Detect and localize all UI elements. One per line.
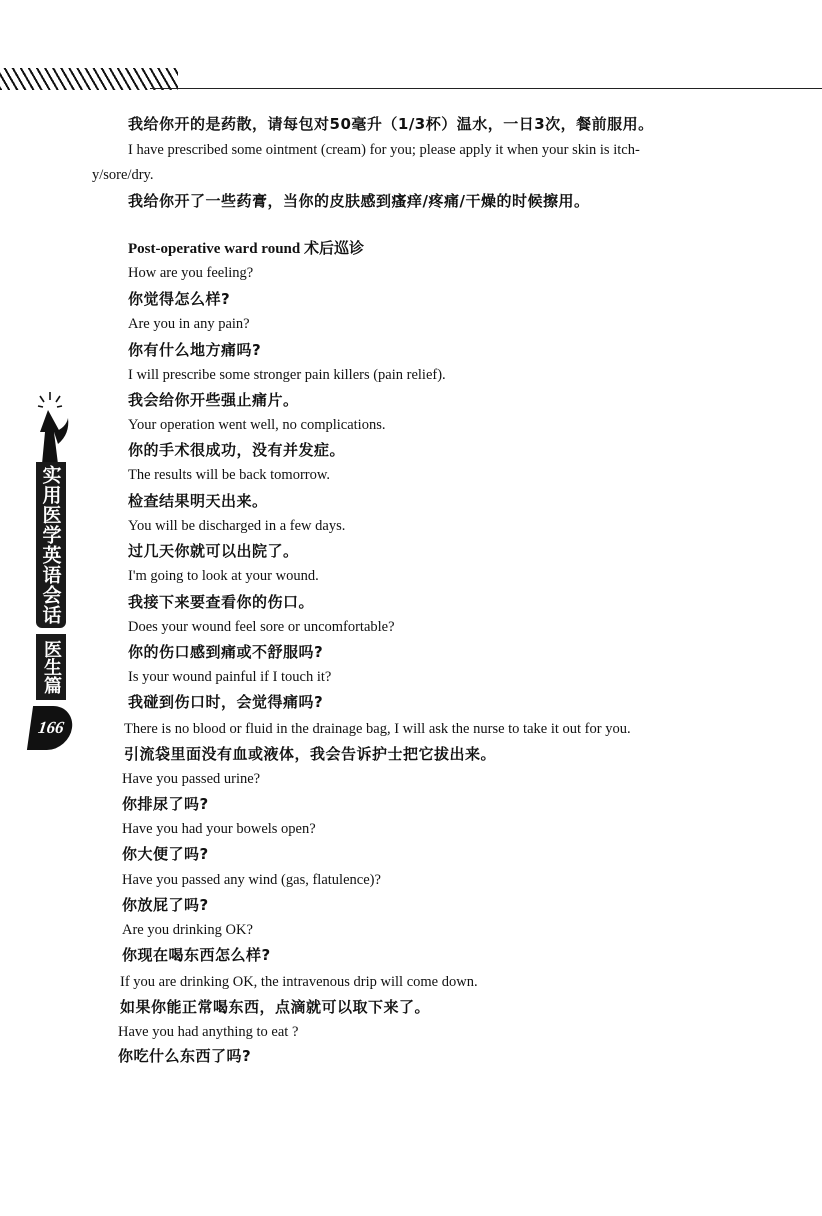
text-line: 引流袋里面没有血或液体，我会告诉护士把它拔出来。 bbox=[124, 745, 497, 763]
text-line: If you are drinking OK, the intravenous drip will come down. bbox=[120, 974, 478, 990]
text-line: Are you in any pain? bbox=[128, 316, 250, 332]
text-line: The results will be back tomorrow. bbox=[128, 467, 331, 483]
side-tab bbox=[28, 388, 74, 788]
text-line: 你吃什么东西了吗? bbox=[118, 1047, 252, 1065]
text-line: 你大便了吗? bbox=[122, 845, 209, 863]
section-title-zh: 术后巡诊 bbox=[303, 239, 364, 257]
text-line: 如果你能正常喝东西，点滴就可以取下来了。 bbox=[120, 998, 431, 1016]
text-line: I will prescribe some stronger pain killers (pain relief). bbox=[128, 367, 446, 383]
text-line: 我给你开了一些药膏，当你的皮肤感到瘙痒/疼痛/干燥的时候擦用。 bbox=[128, 192, 590, 210]
text-line: 我碰到伤口时，会觉得痛吗? bbox=[128, 693, 324, 711]
page-number: 166 bbox=[27, 706, 75, 750]
text-line: 检查结果明天出来。 bbox=[128, 492, 268, 510]
text-line: Are you drinking OK? bbox=[122, 922, 253, 938]
sparkle-arrow-icon bbox=[28, 388, 74, 464]
text-line: 过几天你就可以出院了。 bbox=[128, 542, 299, 560]
text-line: 你有什么地方痛吗? bbox=[128, 341, 262, 359]
text-line: 你排尿了吗? bbox=[122, 795, 209, 813]
text-line: y/sore/dry. bbox=[92, 167, 154, 183]
text-line: Have you had anything to eat ? bbox=[118, 1024, 299, 1040]
volume-label: 医生篇 bbox=[36, 634, 66, 700]
text-line: Your operation went well, no complications. bbox=[128, 417, 386, 433]
text-line: Have you passed any wind (gas, flatulence)? bbox=[122, 872, 381, 888]
text-line: 你现在喝东西怎么样? bbox=[122, 946, 271, 964]
text-line: Have you had your bowels open? bbox=[122, 821, 316, 837]
text-line: Does your wound feel sore or uncomfortable? bbox=[128, 619, 395, 635]
header-rule bbox=[150, 88, 822, 89]
text-line: 我给你开的是药散，请每包对50毫升（1/3杯）温水，一日3次，餐前服用。 bbox=[128, 115, 654, 133]
text-line: 你放屁了吗? bbox=[122, 896, 209, 914]
header-hatch-decoration bbox=[0, 68, 178, 90]
text-line: Have you passed urine? bbox=[122, 771, 261, 787]
text-line: How are you feeling? bbox=[128, 265, 254, 281]
text-line: I have prescribed some ointment (cream) for you; please apply it when your skin is itch- bbox=[128, 142, 640, 158]
text-line: 你的伤口感到痛或不舒服吗? bbox=[128, 643, 324, 661]
text-line: I'm going to look at your wound. bbox=[128, 568, 319, 584]
section-heading bbox=[128, 241, 364, 257]
book-title: 实用医学英语会话 bbox=[36, 462, 66, 628]
text-line: 我接下来要查看你的伤口。 bbox=[128, 593, 315, 611]
text-line: There is no blood or fluid in the drainage bag, I will ask the nurse to take it out for you. bbox=[124, 721, 631, 737]
text-line: 你觉得怎么样? bbox=[128, 290, 231, 308]
section-title-en: Post-operative ward round bbox=[128, 241, 301, 257]
text-line: You will be discharged in a few days. bbox=[128, 518, 346, 534]
text-line: 我会给你开些强止痛片。 bbox=[128, 391, 299, 409]
text-line: 你的手术很成功，没有并发症。 bbox=[128, 441, 346, 459]
text-line: Is your wound painful if I touch it? bbox=[128, 669, 332, 685]
